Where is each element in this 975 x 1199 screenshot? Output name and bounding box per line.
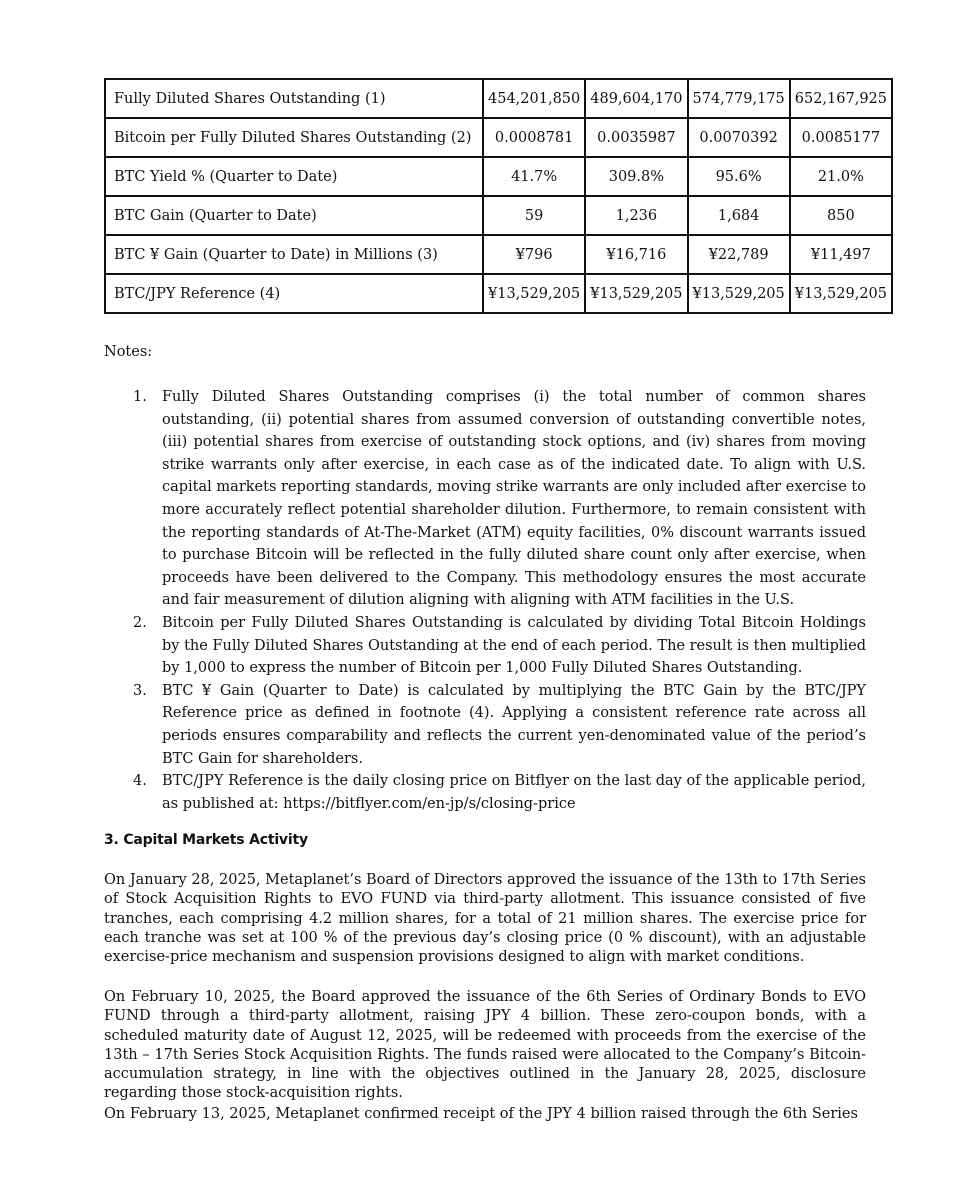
table-cell: ¥22,789 <box>688 235 790 274</box>
table-row <box>105 235 892 274</box>
table-row <box>105 157 892 196</box>
note-text: BTC ¥ Gain (Quarter to Date) is calculated by multiplying the BTC Gain by the BTC/JPY Reference price as defined in footnote (4). Applying a consistent reference rate across all periods ensures comparability and reflects the current yen-denominated value of the period’s BTC Gain for shareholders. <box>162 682 866 767</box>
table-cell: 489,604,170 <box>585 79 687 118</box>
table-cell: 0.0008781 <box>483 118 585 157</box>
table-cell: 309.8% <box>585 157 687 196</box>
note-text: BTC/JPY Reference is the daily closing price on Bitflyer on the last day of the applicable period, as published at: https://bitflyer.com/en-jp/s/closing-price <box>162 773 866 812</box>
row-label: Bitcoin per Fully Diluted Shares Outstanding (2) <box>105 118 483 157</box>
table-row <box>105 118 892 157</box>
note-number: 2. <box>133 614 147 631</box>
note-item <box>104 680 866 770</box>
row-label: BTC Gain (Quarter to Date) <box>105 196 483 235</box>
table-cell: 59 <box>483 196 585 235</box>
table-cell: 1,236 <box>585 196 687 235</box>
table-cell: 454,201,850 <box>483 79 585 118</box>
note-item <box>104 770 866 815</box>
paragraph: On February 10, 2025, the Board approved the issuance of the 6th Series of Ordinary Bonds to EVO FUND through a third-party allotment, raising JPY 4 billion. These zero-coupon bonds, with a scheduled maturity date of August 12, 2025, will be redeemed with proceeds from the exercise of the 13th – 17th Series Stock Acquisition Rights. The funds raised were allocated to the Company’s Bitcoin-accumulation strategy, in line with the objectives outlined in the January 28, 2025, disclosure regarding those stock-acquisition rights. <box>104 989 866 1102</box>
row-label: BTC/JPY Reference (4) <box>105 274 483 313</box>
table-cell: 95.6% <box>688 157 790 196</box>
table-cell: 850 <box>790 196 892 235</box>
table-cell: ¥13,529,205 <box>483 274 585 313</box>
table-cell: ¥13,529,205 <box>790 274 892 313</box>
note-item <box>104 612 866 680</box>
table-cell: 574,779,175 <box>688 79 790 118</box>
row-label: BTC Yield % (Quarter to Date) <box>105 157 483 196</box>
table-cell: 0.0035987 <box>585 118 687 157</box>
metrics-table <box>104 78 893 314</box>
table-cell: 652,167,925 <box>790 79 892 118</box>
table-cell: ¥13,529,205 <box>688 274 790 313</box>
note-text: Fully Diluted Shares Outstanding comprises (i) the total number of common shares outstanding, (ii) potential shares from assumed conversion of outstanding convertible notes, (iii) potential shares from exercise of outstanding stock options, and (iv) shares from moving strike warrants only after exercise, in each case as of the indicated date. To align with U.S. capital markets reporting standards, moving strike warrants are only included after exercise to more accurately reflect potential shareholder dilution. Furthermore, to remain consistent with the reporting standards of At-The-Market (ATM) equity facilities, 0% discount warrants issued to purchase Bitcoin will be reflected in the fully diluted share count only after exercise, when proceeds have been delivered to the Company. This methodology ensures the most accurate and fair measurement of dilution aligning with aligning with ATM facilities in the U.S. <box>162 389 866 609</box>
table-cell: 1,684 <box>688 196 790 235</box>
table-cell: 41.7% <box>483 157 585 196</box>
table-cell: 0.0070392 <box>688 118 790 157</box>
notes-list <box>104 386 866 815</box>
table-cell: 21.0% <box>790 157 892 196</box>
paragraph: On February 13, 2025, Metaplanet confirmed receipt of the JPY 4 billion raised through the 6th Series <box>104 1106 858 1122</box>
note-number: 1. <box>133 389 147 405</box>
table-cell: ¥796 <box>483 235 585 274</box>
table-cell: ¥16,716 <box>585 235 687 274</box>
note-text: Bitcoin per Fully Diluted Shares Outstanding is calculated by dividing Total Bitcoin Holdings by the Fully Diluted Shares Outstanding at the end of each period. The result is then multiplied by 1,000 to express the number of Bitcoin per 1,000 Fully Diluted Shares Outstanding. <box>162 614 866 677</box>
table-row <box>105 79 892 118</box>
row-label: Fully Diluted Shares Outstanding (1) <box>105 79 483 118</box>
row-label: BTC ¥ Gain (Quarter to Date) in Millions (3) <box>105 235 483 274</box>
table-cell: ¥13,529,205 <box>585 274 687 313</box>
note-item <box>104 386 866 612</box>
notes-title: Notes: <box>104 344 153 360</box>
note-number: 3. <box>133 682 147 699</box>
table-row <box>105 274 892 313</box>
table-row <box>105 196 892 235</box>
paragraph: On January 28, 2025, Metaplanet’s Board of Directors approved the issuance of the 13th to 17th Series of Stock Acquisition Rights to EVO FUND via third-party allotment. This issuance consisted of five tranches, each comprising 4.2 million shares, for a total of 21 million shares. The exercise price for each tranche was set at 100 % of the previous day’s closing price (0 % discount), with an adjustable exercise-price mechanism and suspension provisions designed to align with market conditions. <box>104 872 866 966</box>
table-cell: ¥11,497 <box>790 235 892 274</box>
table-cell: 0.0085177 <box>790 118 892 157</box>
note-number: 4. <box>133 773 147 790</box>
section-heading: 3. Capital Markets Activity <box>104 832 308 848</box>
